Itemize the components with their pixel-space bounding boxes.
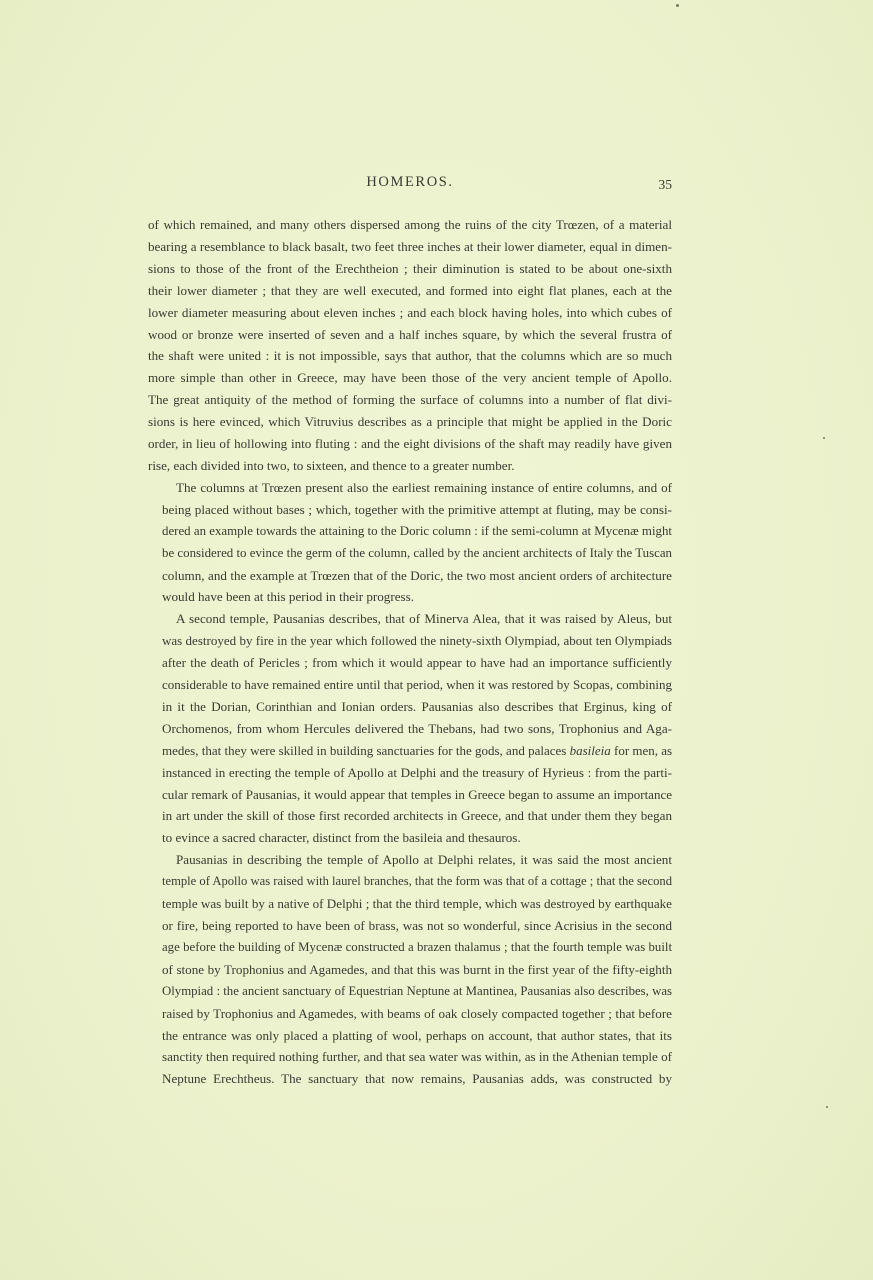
text-line: temple was built by a native of Delphi ; that the third temple, which was destroyed by earthquake	[162, 896, 672, 912]
text-line: medes, that they were skilled in building sanctuaries for the gods, and palaces basileia for men, as	[162, 742, 673, 758]
text-line: sanctity then required nothing further, and that sea water was within, as in the Athenian temple of	[162, 1049, 672, 1065]
text-line: was destroyed by fire in the year which followed the ninety-sixth Olympiad, about ten Olympiads	[162, 633, 672, 649]
text-line: rise, each divided into two, to sixteen, and thence to a greater number.	[148, 457, 515, 473]
italic-term: basileia	[569, 742, 611, 758]
text-line: considerable to have remained entire until that period, when it was restored by Scopas, combining	[162, 677, 672, 693]
text-line: The great antiquity of the method of forming the surface of columns into a number of flat divi-	[148, 392, 672, 408]
text-line: to evince a sacred character, distinct from the basileia and thesauros.	[162, 830, 521, 846]
text-line: order, in lieu of hollowing into fluting : and the eight divisions of the shaft may readily have given	[148, 436, 672, 452]
paragraph-3	[148, 608, 672, 849]
body-text	[148, 214, 672, 1090]
paragraph-4	[148, 849, 672, 1090]
text-line: the entrance was only placed a platting of wool, perhaps on account, that author states, that its	[162, 1027, 672, 1043]
page-number: 35	[658, 177, 672, 192]
text-line: lower diameter measuring about eleven inches ; and each block having holes, into which cubes of	[148, 304, 672, 320]
text-line: after the death of Pericles ; from which it would appear to have had an importance sufficiently	[162, 655, 672, 671]
running-title: HOMEROS.	[366, 174, 454, 190]
paper-speck	[823, 437, 825, 439]
text-line: Neptune Erechtheus. The sanctuary that now remains, Pausanias adds, was constructed by	[162, 1071, 672, 1087]
text-line: more simple than other in Greece, may have been those of the very ancient temple of Apollo.	[148, 370, 672, 386]
text-line: of stone by Trophonius and Agamedes, and that this was burnt in the first year of the fifty-eighth	[162, 961, 672, 977]
text-line: bearing a resemblance to black basalt, two feet three inches at their lower diameter, equal in dimen-	[148, 238, 672, 254]
text-line: raised by Trophonius and Agamedes, with beams of oak closely compacted together ; that before	[162, 1005, 672, 1021]
text-line: cular remark of Pausanias, it would appear that temples in Greece began to assume an importance	[162, 786, 672, 802]
text-line: of which remained, and many others dispersed among the ruins of the city Trœzen, of a material	[148, 217, 672, 232]
text-line: be considered to evince the germ of the column, called by the ancient architects of Italy the Tuscan	[162, 545, 672, 560]
text-line: would have been at this period in their progress.	[162, 589, 414, 605]
text-line: in art under the skill of those first recorded architects in Greece, and that under them they began	[162, 808, 672, 824]
text-line: Pausanias in describing the temple of Apollo at Delphi relates, it was said the most ancient	[176, 852, 672, 868]
paper-speck	[826, 1106, 828, 1108]
text-line: sions to those of the front of the Erechtheion ; their diminution is stated to be about one-sixth	[148, 260, 672, 276]
text-line: temple of Apollo was raised with laurel branches, that the form was that of a cottage ; that the second	[162, 874, 672, 889]
text-line: Orchomenos, from whom Hercules delivered the Thebans, had two sons, Trophonius and Aga-	[162, 720, 672, 736]
text-line: dered an example towards the attaining to the Doric column : if the semi-column at Mycenæ might	[162, 523, 672, 538]
text-line: The columns at Trœzen present also the earliest remaining instance of entire columns, and of	[176, 479, 672, 495]
text-line: the shaft were united : it is not impossible, says that author, that the columns which are so much	[148, 348, 672, 364]
paragraph-2	[148, 477, 672, 608]
text-line: being placed without bases ; which, together with the primitive attempt at fluting, may be consi-	[162, 501, 672, 517]
text-line: in it the Dorian, Corinthian and Ionian orders. Pausanias also describes that Erginus, king of	[162, 698, 672, 714]
text-line: column, and the example at Trœzen that of the Doric, the two most ancient orders of architecture	[162, 567, 672, 583]
text-line: or fire, being reported to have been of brass, was not so wonderful, since Acrisius in the second	[162, 918, 672, 933]
text-line: instanced in erecting the temple of Apollo at Delphi and the treasury of Hyrieus : from the parti-	[162, 764, 672, 780]
text-line: age before the building of Mycenæ constructed a brazen thalamus ; that the fourth temple was built	[162, 939, 672, 954]
page-header	[148, 174, 672, 194]
text-line: A second temple, Pausanias describes, that of Minerva Alea, that it was raised by Aleus, but	[176, 611, 672, 627]
paper-speck	[676, 4, 679, 7]
text-line: sions is here evinced, which Vitruvius describes as a principle that might be applied in the Doric	[148, 414, 672, 430]
paragraph-1	[148, 214, 672, 477]
text-line: wood or bronze were inserted of seven and a half inches square, by which the several frustra of	[148, 326, 672, 342]
text-line: Olympiad : the ancient sanctuary of Equestrian Neptune at Mantinea, Pausanias also describes, was	[162, 983, 672, 998]
text-line: their lower diameter ; that they are well executed, and formed into eight flat planes, each at the	[148, 282, 672, 298]
